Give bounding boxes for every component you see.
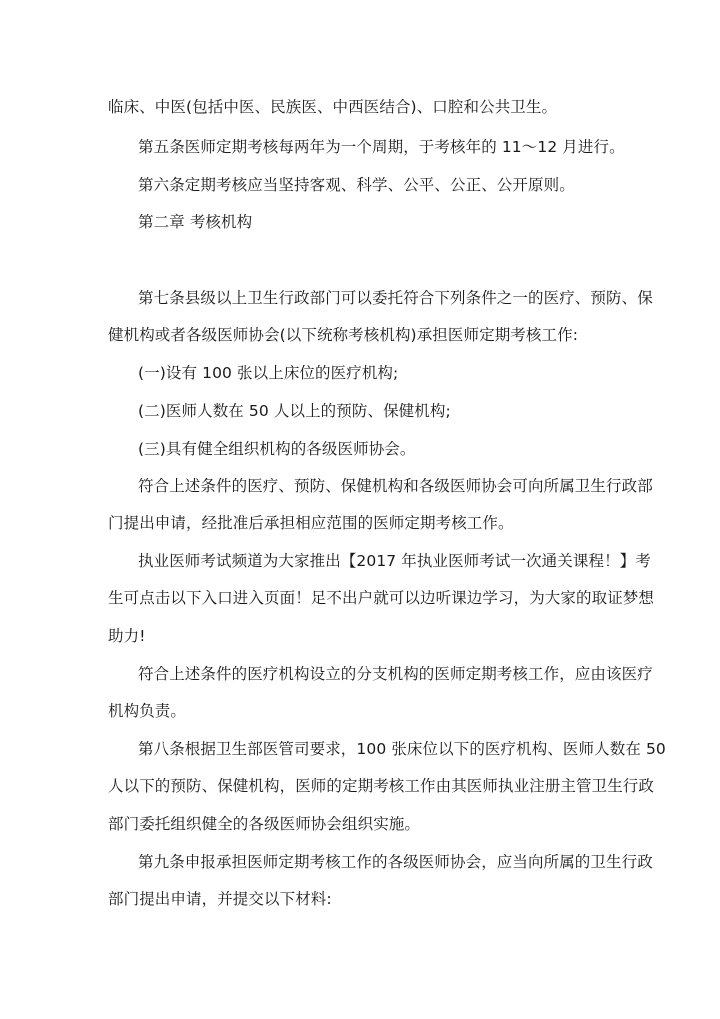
list-item-1: (一)设有 100 张以上床位的医疗机构;: [138, 364, 399, 382]
chapter-2-heading: 第二章 考核机构: [138, 213, 253, 231]
article-7-line-1: 第七条县级以上卫生行政部门可以委托符合下列条件之一的医疗、预防、保: [138, 289, 653, 307]
branch-line-1: 符合上述条件的医疗机构设立的分支机构的医师定期考核工作，应由该医疗: [138, 665, 653, 683]
promo-line-3: 助力!: [108, 627, 146, 645]
article-8-line-2: 人以下的预防、保健机构，医师的定期考核工作由其医师执业注册主管卫生行政: [108, 777, 655, 795]
article-9-line-2: 部门提出申请，并提交以下材料:: [108, 890, 332, 908]
article-5: 第五条医师定期考核每两年为一个周期，于考核年的 11～12 月进行。: [138, 138, 625, 156]
article-9-line-1: 第九条申报承担医师定期考核工作的各级医师协会，应当向所属的卫生行政: [138, 853, 653, 871]
list-item-3: (三)具有健全组织机构的各级医师协会。: [138, 440, 416, 458]
list-item-2: (二)医师人数在 50 人以上的预防、保健机构;: [138, 402, 451, 420]
text-line-1: 临床、中医(包括中医、民族医、中西医结合)、口腔和公共卫生。: [108, 98, 558, 116]
branch-line-2: 机构负责。: [108, 702, 187, 720]
paragraph-apply-line-1: 符合上述条件的医疗、预防、保健机构和各级医师协会可向所属卫生行政部: [138, 477, 653, 495]
article-6: 第六条定期考核应当坚持客观、科学、公平、公正、公开原则。: [138, 176, 575, 194]
article-7-line-2: 健机构或者各级医师协会(以下统称考核机构)承担医师定期考核工作:: [108, 326, 579, 344]
promo-line-2: 生可点击以下入口进入页面！足不出户就可以边听课边学习，为大家的取证梦想: [108, 589, 655, 607]
promo-line-1: 执业医师考试频道为大家推出【2017 年执业医师考试一次通关课程！】考: [138, 552, 651, 570]
article-8-line-1: 第八条根据卫生部医管司要求，100 张床位以下的医疗机构、医师人数在 50: [138, 740, 666, 758]
paragraph-apply-line-2: 门提出申请，经批准后承担相应范围的医师定期考核工作。: [108, 514, 514, 532]
article-8-line-3: 部门委托组织健全的各级医师协会组织实施。: [108, 815, 421, 833]
